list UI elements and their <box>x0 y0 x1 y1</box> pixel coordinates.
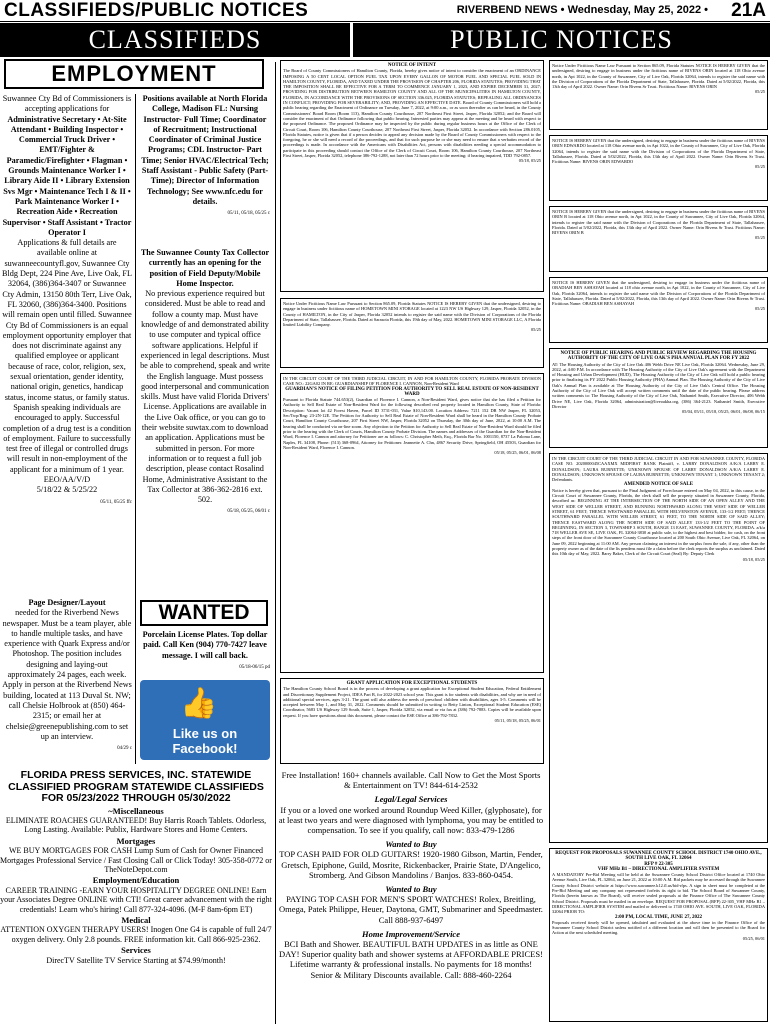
page-designer-ad <box>2 598 132 766</box>
wanted-heading: WANTED <box>140 600 268 626</box>
suwannee-body: Applications & full details are available online at suwanneecountyfl.gov, Suwannee Cty Bldg Dept, 224 Pine Ave, Live Oak, FL 32064, (386)364-3407 or Suwannee Cty Admin, 13150 80th Terr, Live Oak, FL 32060, (386)364-3400. Positions will remain open until filled. Suwannee Cty Bd of Commissioners is an equal employment opportunity employer that does not discriminate against any qualified employee or applicant because of race, color, religion, sex, sexual orientation, gender identity, national origin, genetics, handicap status, income status, or family status. Spanish speaking individuals are encouraged to apply. Successful completion of a drug test is a condition of employment. Failure to successfully test free of illegal or controlled drugs will result in non-employment of the applicant for a minimum of 1 year. <box>2 238 132 474</box>
tax-body: No previous experience required but considered. Must be able to read and follow a county map. Must have knowledge of and demonstrated ability to use computer and typical office software applications. Helpful if experienced in legal descriptions. Must be able to comprehend, speak and write the English language. Must possess good interpersonal and communication skills. Must have valid Florida Drivers' License. Applications are available in the Live Oak office, or you can go to their website suwtax.com to download an application. Applications must be submitted in person. For more information or to request a full job description, please contact Rosalind Home, Administrative Assistant to the Tax Collector at 386-362-2816 ext. 502. <box>140 289 270 505</box>
obadiah-body: NOTICE IS HEREBY GIVEN that the undersigned, desiring to engage in business under the fictitious name of OBADIAH BEN ASHAYAH located at 118 ohio avenue north, in Apt 1022, in the County of Suwannee, City of Live Oak, Florida 32064, intends to register the said name with the Division of Corporations of the Florida Department of State, Tallahassee, Florida. Dated at 5/02/2022, Florida, this 13th day of April 2022. Owner Name: Orin Bivens Sr Trust. Fictitious Name: OBADIAH BEN ASHAYAH <box>552 280 765 307</box>
request-for-proposals <box>549 848 768 1022</box>
obadiah-ref: 05/25 <box>754 306 765 312</box>
rfp-tail: Proposals received timely will be opened, tabulated and evaluated at the above time in the Finance Office of the Suwannee County School District unless notified of a different location and will then be presented to the Board for Action at the next scheduled meeting. <box>552 919 765 936</box>
bivens-edwardo-body: NOTICE IS HEREBY GIVEN that the undersigned, desiring to engage in business under the fictitious name of BIVENS ORIN EDWARDO located at 118 Ohio avenue north, in Apt 1022, in the County of Suwannee, City of Live Oak, Florida 32064, intends to register the said name with the Division of Corporations of the Florida Department of State, Tallahassee, Florida. Dated at 5/02/2022, Florida, this 13th day of April 2022. Owner Name: Orin Bivens Sr Trust. Fictitious Name: BIVENS ORIN EDWARDO <box>552 138 765 165</box>
public-hearing-notice <box>549 348 768 448</box>
legal-services: If you or a loved one worked around Roundup Weed Killer, (glyphosate), for at least two years and were diagnosed with lymphoma, you may be entitled to compensation. To see if you qualify, call now: 833-479-1286 <box>278 804 544 836</box>
amended-notice-of-sale <box>549 453 768 843</box>
bivens-orin-ref: 05/25 <box>754 89 765 95</box>
sale-ref: 05/18, 05/25 <box>742 556 765 562</box>
rfp-body: A MANDATORY Pre-Bid Meeting will be held at the Suwannee County School District Office located at 1740 Ohio Avenue South, Live Oak, FL 32064, on June 21, 2022 at 10:00 A.M. Bid packets may be accessed through the Suwannee County School District website at https://www.suwannee.k12.fl.us/bid-rfps. A sign in sheet must be completed at the Pre-Bid Meeting and any company not represented forfeits its right to bid. The School Board of Suwannee County, Florida (herein known as The Board), will receive sealed proposals at the Finance Office of The Suwannee County School District. Proposals must be mailed in an envelope. REQUEST FOR PROPOSAL (RFP) 22-305_VHF MHz B1 – DIRECTIONAL AMPLIFIER SYSTEM and mailed or delivered to 1740 OHIO AVE. SOUTH, LIVE OAK, FLORIDA 32064 PRIOR TO: <box>552 872 765 915</box>
wanted-buy-guitars: TOP CASH PAID FOR OLD GUITARS! 1920-1980 Gibson, Martin, Fender, Gretsch, Epiphone, Guild, Mosrite, Rickenbacker, Prairie State, D'Angelico, Stromberg. And Gibson Mandolins / Banjos. 833-860-0454. <box>279 849 543 880</box>
guardianship-title: GUARDIAN'S NOTICE OF FILING PETITION FOR AUTHORITY TO SELL REAL ESTATE OF NON-RESIDENT WARD <box>285 386 539 397</box>
layout-title: Page Designer/Layout <box>28 598 106 607</box>
home-improvement-heading: Home Improvement/Service <box>362 928 460 939</box>
bivens-orin-body: Notice Under Fictitious Name Law Pursuant to Section 865.09, Florida Statutes NOTICE IS HEREBY GIVEN that the undersigned, desiring to engage in business under the fictitious name of BIVENS ORIN located at 118 Ohio avenue north, in Apt 1022, in the County of Suwannee, City of Live Oak, Florida 32064, intends to register the said name with the Division of Corporations of the Florida Department of State, Tallahassee, Florida. Dated at 5/02/2022, Florida, this 13th day of April 2022. Owner Name: Orin Bivens Sr Trust. Fictitious Name: BIVENS ORIN <box>552 63 765 90</box>
guardianship-body: Pursuant to Florida Statute 744.653(2), Guardian of Florence I. Cannon, a Non-Resident Ward, gives notice that she has filed a Petition for Authority to Sell Real Estate of Non-Resident Ward for the following described real property located in Hamilton County, State of Florida: Description: Vacant lot 42 Forest Haven, Parcel ID 3731-031, Value $10,143.00. Location Address: 7211 152 DR NW Jasper, FL 32053, Sec/Twp/Rng: 23-2N-12E. The Petition for Authority to Sell Real Estate of Non-Resident Ward shall be heard in the Hamilton County Probate Court, Hamilton County Courthouse, 207 First Street NW, Jasper, Florida 32052 on Thursday, the 30th day of June, 2022, at 10:00 A.M. The hearing shall be conducted via on-line zoom. Any objection to the Petition for Authority to Sell Real Estate of Non-Resident Ward should be filed prior to the hearing with the Clerk of Courts, Hamilton County Probate Division. The names and addresses of the Guardian for the Non-Resident Ward, Florence I. Cannon and attorney for Petitioner are as follows: C. Christopher Meth, Esq., Florida Bar No. 1001150, 8737 La Paloma Lane, Naples, FL 34108, Phone: (513) 368-0964, Attorney for Petitioner. Jeannette A. Chn, 4867 Security Drive, Springfield, OH 45503, Guardian for Non-Resident Ward, Florence I. Cannon. <box>283 397 541 450</box>
fpa-continued <box>278 770 544 1024</box>
suwannee-job-list: Administrative Secretary • At-Site Attendant • Building Inspector • Commercial Truck Driver • EMT/Fighter & Paramedic/Firefighter • Flagman • Grounds Maintenance Worker I • Library Aide II • Library Extension Svs Mgr • Maintenance Tech I & II • Park Maintenance Worker I • Recreation Aide • Recreation Supervisor • Staff Assistant • Tractor Operator I <box>2 114 132 237</box>
classifieds-band: CLASSIFIEDS <box>0 23 350 57</box>
intent-ref: 05/18, 05/25 <box>518 158 541 164</box>
notice-of-intent <box>280 60 544 292</box>
wanted-buy-watches: PAYING TOP CASH FOR MEN'S SPORT WATCHES! Rolex, Breitling, Omega, Patek Philippe, Heuer, Daytona, GMT, Submariner and Speedmaster. Call 888-937-6497 <box>279 894 543 925</box>
wanted-buy-heading-1: Wanted to Buy <box>385 839 437 850</box>
suwannee-dates: 5/18/22 & 5/25/22 <box>36 485 98 495</box>
fpa-misc-heading: ~Miscellaneous <box>108 805 164 816</box>
layout-ref: 04/29 c <box>117 746 132 752</box>
page-number: 21A <box>731 0 766 21</box>
wanted-ad <box>140 630 270 676</box>
bivens-edwardo-ref: 05/25 <box>754 164 765 170</box>
intent-body: The Board of County Commissioners of Hamilton County, Florida, hereby gives notice of intent to consider the enactment of an ORDINANCE IMPOSING A 50 CENT LOCAL OPTION FUEL TAX UPON EVERY GALLON OF MOTOR FUEL AND SPECIAL FUEL SOLD IN HAMILTON COUNTY, FLORIDA, AND TAXED UNDER THE PROVISION OF CHAPTER 206, FLORIDA STATUTES; PROVIDING THAT THE IMPOSITION SHALL BE EFFECTIVE FOR A TERM TO COMMENCE JANUARY 1, 2023, AND EXPIRE DECEMBER 31, 2027; PROVIDING FOR DISTRIBUTION BETWEEN HAMILTON COUNTY AND ALL OF THE MUNICIPALITIES IN HAMILTON COUNTY, FLORIDA, IN ACCORDANCE WITH THE PROVISIONS OF SECTION 336.025, FLORIDA STATUTES; REPEALING ALL ORDINANCES IN CONFLICT; PROVIDING FOR SEVERABILITY; AND, PROVIDING AN EFFECTIVE DATE. Board of County Commissioners will hold a public hearing regarding the Enactment of Ordinance on Tuesday, June 7, 2022, at 9:00 a.m., or as soon thereafter as can be heard, in the County Commissioners' Board Room (Room 113), Hamilton County Courthouse, 207 Northeast First Street, Jasper, Florida 32052; and the Board will consider the enactment of that Ordinance following that public hearing. Interested parties may appear at the meeting and be heard with respect to the proposed Ordinance. The proposed Ordinance may be inspected by the public during regular business hours at the Office of the Clerk of Circuit Court, Room 106, Hamilton County Courthouse, 207 Northeast First Street, Jasper, Florida 32052. In accordance with Section 286.0105, Florida Statutes, notice is given that if a person decides to appeal any decision made by the Board of County Commissioners with respect to the foregoing, he or she will need a record of the proceedings, and that for such purpose he or she may need to ensure that a verbatim record of the proceedings is made. In accordance with the Americans with Disabilities Act, persons with disabilities needing a special accommodation to participate in this proceeding should contact the Office of the Clerk of Circuit Court, Room 106, Hamilton County Courthouse, 207 Northeast First Street, Jasper, Florida 32052, telephone 386-792-1288, not later than 72 hours prior to the meeting; if hearing impaired, TDD 792-0857. <box>283 68 541 159</box>
section-title: CLASSIFIEDS/PUBLIC NOTICES <box>4 0 309 21</box>
fictitious-obadiah <box>549 277 768 343</box>
fictitious-hometown-ref: 05/25 <box>530 327 541 333</box>
fpa-services-heading: Services <box>121 945 151 956</box>
sale-court: IN THE CIRCUIT COURT OF THE THIRD JUDICIAL CIRCUIT IN AND FOR SUWANNEE COUNTY, FLORIDA CASE NO. 2020000045CAAXMX MIDFIRST BANK Plaintiff, v. LARRY DONALDSON A/K/A LARRY E. DONALDSON; LAURA BURNETTE; UNKNOWN SPOUSE OF LARRY DONALDSON A/K/A LARRY E. DONALDSON; UNKNOWN SPOUSE OF LAURA BURNETTE; UNKNOWN TENANT 1; UNKNOWN TENANT 2; Defendants. <box>552 456 765 483</box>
wanted-ref: 05/18-06/15 pd <box>239 664 270 670</box>
fpa-medical: ATTENTION OXYGEN THERAPY USERS! Inogen One G4 is capable of full 24/7 oxygen delivery. Only 2.8 pounds. FREE information kit. Call 866-925-2362. <box>0 925 272 944</box>
bivens-orin-b-ref: 05/25 <box>754 235 765 241</box>
guardianship-court: IN THE CIRCUIT COURT OF THE THIRD JUDICIAL CIRCUIT, IN AND FOR HAMILTON COUNTY, FLORIDA PROBATE DIVISION CASE NO.: 22GA02 IN RE: GUARDIANSHIP OF FLORENCE I. CANNON, Non-Resident Ward <box>283 376 541 387</box>
legal-services-heading: Legal/Legal Services <box>374 794 448 805</box>
rfp-number: RFP # 22-305 <box>644 861 673 867</box>
rfp-ref: 05/25, 06/01 <box>742 935 765 941</box>
grant-body: The Hamilton County School Board is in the process of developing a grant application for Exceptional Student Education, Federal Entitlement and Discretionary Supplement Project, IDEA Part B, for 2022-2023 school year. This grant is for students with disabilities, and why are in need of additional special services, ages 3-21. The grant will also address the needs of preschool children with disabilities, ages 3-5. Comments will be accepted between May 1, and May 31, 2022. Comments should be submitted in writing to Betty Linton, Exceptional Student Education (ESE) Coordinator, 5683 US Highway 129 South, Suite 1, Jasper, Florida 32052, via email or via fax at (386) 792-7883. Copies will be available upon request. If you have questions about this document, please contact the ESE Office at 386-792-7832. <box>283 686 541 718</box>
fpa-mortgages: WE BUY MORTGAGES FOR CASH Lump Sum of Cash for Owner Financed Mortgages Professional Service / Fast Closing Call or Click Today! 305-358-0772 or TheNoteDepot.com <box>0 846 272 874</box>
fictitious-bivens-orin-edwardo <box>549 135 768 201</box>
hearing-ref: 05/04, 05/11, 05/18, 05/25, 06/01, 06/08, 06/15 <box>681 409 765 415</box>
wanted-body: Porcelain License Plates. Top dollar paid. Call Ken (904) 770-7427 leave message. I will call back. <box>142 630 268 660</box>
suwannee-ref: 05/11, 05/25 ffc <box>100 499 132 505</box>
guardianship-notice <box>280 373 544 673</box>
nfc-body: Positions available at North Florida College, Madison FL: Nursing Instructor- Full Time; Coordinator of Recruitment; Instructional Coordinator of Criminal Justice Programs; CDL Instructor- Part Time; Senior HVAC/Electrical Tech; Staff Assistant - Public Safety (Part-Time); Director of Information Technology; See www.nfc.edu for details. <box>141 94 269 206</box>
wanted-buy-heading-2: Wanted to Buy <box>385 884 437 895</box>
hearing-title: NOTICE OF PUBLIC HEARING AND PUBLIC REVIEW REGARDING THE HOUSING AUTHORITY OF THE CITY OF LIVE OAK'S PHA ANNUAL PLAN FOR FY 2022 <box>560 351 757 362</box>
employment-heading: EMPLOYMENT <box>4 59 264 89</box>
sale-title: AMENDED NOTICE OF SALE <box>623 482 694 488</box>
fpa-medical-heading: Medical <box>121 914 151 925</box>
fpa-education-heading: Employment/Education <box>92 875 180 886</box>
tax-title: The Suwannee County Tax Collector currently has an opening for the position of Field Deputy/Mobile Home Inspector. <box>140 248 270 288</box>
bivens-orin-b-body: NOTICE IS HEREBY GIVEN that the undersigned, desiring to engage in business under the fictitious name of BIVENS ORIN B located at 118 Ohio avenue north, in Apt 1022, in the County of Suwannee, City of Live Oak, Florida 32064, intends to register the said name with the Division of Corporations of the Florida Department of State, Tallahassee, Florida. Dated at 5/02/2022, Florida, this 13th day of April 2022. Owner Name: Orin Bivens Sr Trust. Fictitious Name: BIVENS ORIN B <box>552 209 765 236</box>
hearing-body: AT: The Housing Authority of the City of Live Oak 406 Webb Drive NE Live Oak, Florida 32064. Wednesday, June 29, 2022, at 4:00 P.M. In accordance with The Housing Authority of the City of Live Oak's agreement with the Department of Housing and Urban Development (HUD), The Housing Authority of the City of Live Oak will hold a public hearing prior to finalizing its FY 2022 Public Housing Authority (PHA) Annual Plan. The Housing Authority of the City of Live Oak's Annual Plan is available at The Housing Authority of the City of Live Oak's Central Office. The Housing Authority of the City of Live Oak will accept written comments until the date of the public hearing. Please address written comments to: The Housing Authority of the City of Live Oak, Nathaniel Smith, Executive Director, 406 Webb Drive NE, Live Oak, Florida 32064, administration@liveoakha.org, (386) 364-2123. Nathaniel Smith, Executive Director <box>552 361 765 409</box>
public-notices-band: PUBLIC NOTICES <box>353 23 770 57</box>
fpa-mortgages-heading: Mortgages <box>116 835 156 846</box>
rfp-subject: VHF MHz B1 – DIRECTIONAL AMPLIFIER SYSTEM <box>597 866 720 872</box>
fpa-title: FLORIDA PRESS SERVICES, INC. STATEWIDE CLASSIFIED PROGRAM STATEWIDE CLASSIFIEDS FOR 05/23/2022 THROUGH 05/30/2022 <box>8 770 264 804</box>
paper-dateline: RIVERBEND NEWS • Wednesday, May 25, 2022 • <box>456 4 708 16</box>
grant-ref: 05/11, 05/18, 05/25, 06/01 <box>494 718 541 724</box>
facebook-badge[interactable] <box>140 680 270 760</box>
tax-ref: 05/18, 05/25, 06/01 c <box>227 509 270 515</box>
fpa-statewide-classifieds <box>0 770 272 1024</box>
grant-title: GRANT APPLICATION FOR EXCEPTIONAL STUDENTS <box>346 681 478 686</box>
rfp-deadline: 2:00 PM, LOCAL TIME, JUNE 27, 2022 <box>615 914 702 920</box>
suwannee-eeo: EEO/AA/V/D <box>43 474 91 484</box>
guardianship-ref: 05/18, 05/25, 06/01, 06/08 <box>494 450 541 456</box>
fictitious-hometown-body: Notice Under Fictitious Name Law Pursuant to Section 865.09, Florida Statutes NOTICE IS HEREBY GIVEN that the undersigned, desiring to engage in business under fictitious name of HOMETOWN MINI STORAGE located at 1223 NW US Highway 129, Jasper, Florida 32052, in the County of HAMILTON, in the City of Jasper, Florida 32052 intends to register the said name with the Division of Corporations of the Florida Department of State, Tallahassee, Florida. Dated at Sarasota Florida, this 19th day of May, 2022. HOMETOWN MINI STORAGE LLC, A Florida limited Liability Company. <box>283 301 541 328</box>
thumbs-up-icon: 👍 <box>180 687 218 720</box>
fictitious-bivens-orin-b <box>549 206 768 272</box>
sale-body: Notice is hereby given that, pursuant to the Final Judgment of Foreclosure entered on May 04, 2022, in this cause, in the Circuit Court of Suwannee County, Florida, the clerk shall sell the property situated in Suwannee County, Florida, described as: BEGINNING AT THE INTERSECTION OF THE NORTH SIDE OF AN OPEN ALLEY AND THE WEST SIDE OF WELLER STREET, AND RUNNING NORTHWARD ALONG THE WEST SIDE OF WELLER STREET, 61 FEET; THENCE WESTWARD PARALLEL WITH HELVENSTON AVENUE, 133-1/2 FEET; THENCE SOUTHWARD PARALLEL WITH WELLER STREET, 61 FEET, TO THE NORTH SIDE OF SAID ALLEY; THENCE EASTWARD ALONG THE NORTH SIDE OF SAID ALLEY 133-1/2 FEET TO THE POINT OF BEGINNING, IN SECTION 3, TOWNSHIP 3 SOUTH, RANGE 13 EAST, SUWANNEE COUNTY, FLORIDA. a/k/a 718 WELLER AVE SE, LIVE OAK, FL 32064-3830 at public sale, to the highest and best bidder, for cash, on the front steps of the front door of the Suwannee County Courthouse located at 200 South Ohio Avenue, Live Oak, FL 32064, on June 09, 2022 beginning at 11:00 AM. Any person claiming an interest in the surplus from the sale, if any, other than the property owner as of the date of the lis pendens must file a claim before the clerk reports the surplus as unclaimed. Dated this 10th day of May, 2022. Barry Baker, Clerk of the Circuit Court (Seal) By: Deputy Clerk <box>552 487 765 557</box>
fpa-services: DirecTV Satellite TV Service Starting at $74.99/month! <box>46 955 226 965</box>
facebook-line1: Like us on <box>172 726 238 741</box>
intent-title: NOTICE OF INTENT <box>387 63 437 68</box>
facebook-line2: Facebook! <box>172 741 238 756</box>
layout-body: needed for the Riverbend News newspaper. Must be a team player, able to handle multiple tasks, and have experience with Quark Express and/or Photoshop. The position includes designing and laying-out approximately 24 pages, each week. Apply in person at the Riverbend News building, located at 113 Duval St. NW; call Chelsie Holbrook at (850) 464-2315; or email her at chelsie@greenepublishing.com to set up an interview. <box>2 608 132 741</box>
nfc-ad <box>140 94 270 244</box>
suwannee-county-ad <box>2 94 132 594</box>
page-header <box>0 0 770 22</box>
tax-collector-ad <box>140 248 270 596</box>
nfc-ref: 05/11, 05/18, 05/25 c <box>227 211 270 217</box>
free-install: Free Installation! 160+ channels available. Call Now to Get the Most Sports & Entertainment on TV! 844-614-2532 <box>281 770 541 791</box>
suwannee-intro: Suwannee Cty Bd of Commissioners is accepting applications for <box>2 94 132 114</box>
fictitious-name-hometown <box>280 298 544 368</box>
fictitious-bivens-orin <box>549 60 768 130</box>
rfp-title: REQUEST FOR PROPOSALS SUWANNEE COUNTY SCHOOL DISTRICT 1740 OHIO AVE., SOUTH LIVE OAK, FL 32064 <box>555 851 762 862</box>
fpa-misc: ELIMINATE ROACHES GUARANTEED! Buy Harris Roach Tablets. Odorless, Long Lasting. Available: Publix, Hardware Stores and Home Centers. <box>5 815 267 835</box>
home-improvement: BCI Bath and Shower. BEAUTIFUL BATH UPDATES in as little as ONE DAY! Superior quality bath and shower systems at AFFORDABLE PRICES! Lifetime warranty & professional installs. No payments for 18 months! Senior & Military Discounts available. Call: 888-460-2264 <box>279 939 543 980</box>
fpa-education: CAREER TRAINING -EARN YOUR HOSPITALITY DEGREE ONLINE! Earn your Associates Degree ONLINE with CTI! Great career advancement with the right credentials! Learn who's hiring! Call 877-324-4096. (M-F 8am-6pm ET) <box>0 885 272 914</box>
grant-application-notice <box>280 678 544 764</box>
